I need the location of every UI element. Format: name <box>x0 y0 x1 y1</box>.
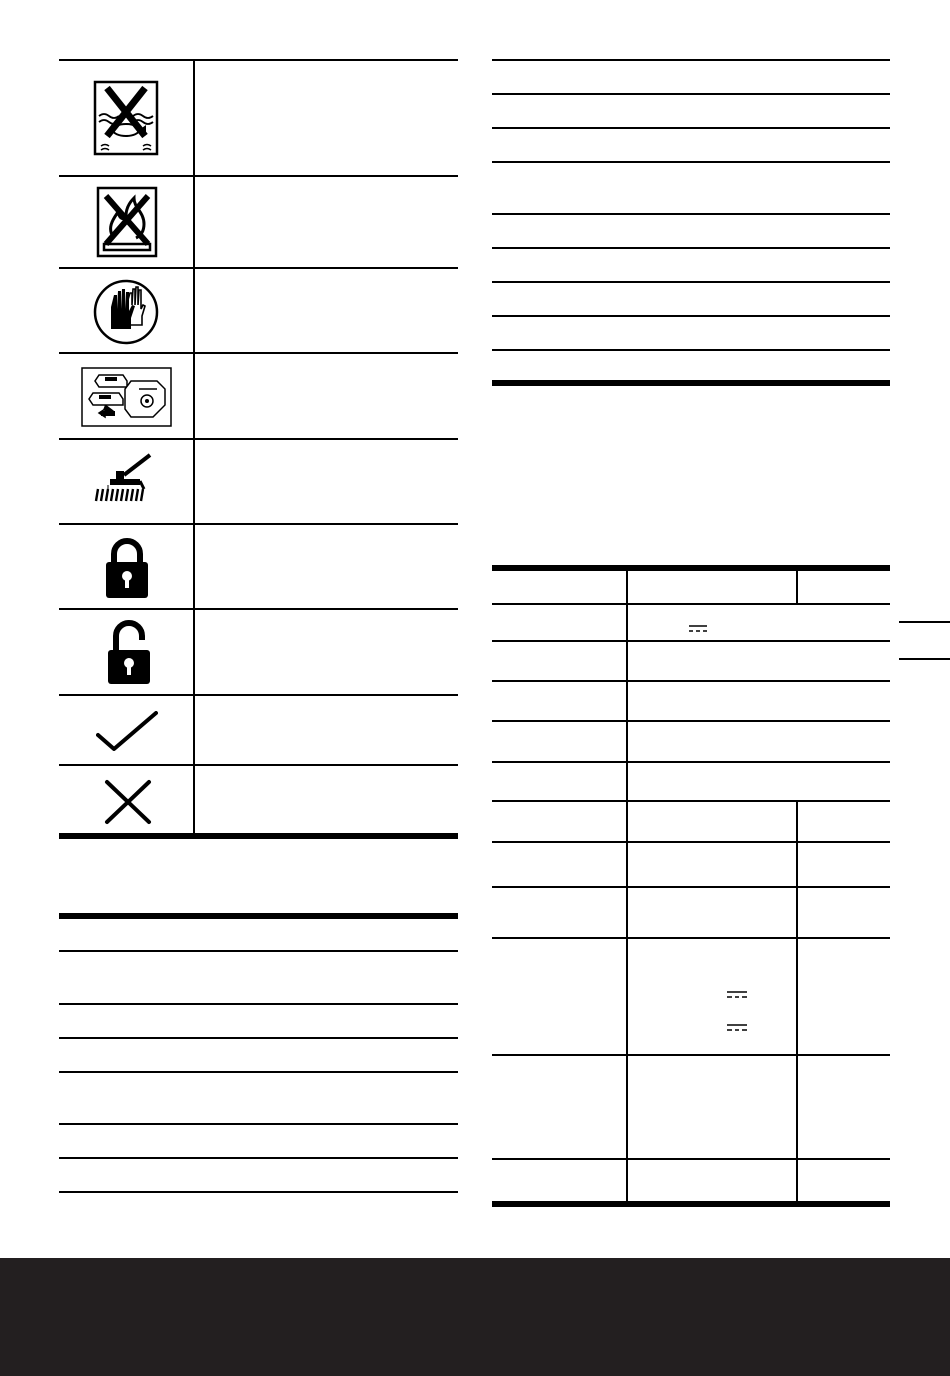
table-rule <box>59 352 458 354</box>
do-not-burn-icon <box>96 186 158 258</box>
table-rule <box>59 175 458 177</box>
do-not-throw-into-water-icon <box>93 80 159 156</box>
list-rule <box>59 950 458 952</box>
list-rule <box>59 1191 458 1193</box>
checkmark-icon <box>96 711 158 751</box>
direct-current-icon <box>726 987 748 997</box>
direct-current-icon <box>726 1020 748 1030</box>
list-rule <box>492 59 890 61</box>
list-rule <box>492 349 890 351</box>
table-column-divider <box>193 59 195 835</box>
unlocked-padlock-icon <box>106 620 152 686</box>
side-tab-rule <box>899 621 950 623</box>
table-column-divider <box>626 567 628 1203</box>
table-rule <box>59 59 458 61</box>
table-rule <box>492 1158 890 1160</box>
table-rule <box>492 680 890 682</box>
table-rule <box>492 603 890 605</box>
direct-current-icon <box>688 621 708 631</box>
list-rule <box>492 315 890 317</box>
ground-level-tool-icon <box>94 453 158 505</box>
table-rule <box>59 438 458 440</box>
table-rule <box>59 608 458 610</box>
table-rule <box>59 694 458 696</box>
list-rule <box>492 93 890 95</box>
list-rule <box>59 1003 458 1005</box>
table-column-divider <box>796 567 798 604</box>
list-rule <box>59 1157 458 1159</box>
list-rule <box>59 1123 458 1125</box>
table-column-divider <box>796 801 798 1203</box>
list-rule <box>492 281 890 283</box>
wear-gloves-icon <box>93 279 159 345</box>
table-rule <box>492 1054 890 1056</box>
list-rule <box>492 247 890 249</box>
table-rule <box>59 267 458 269</box>
footer-bar <box>0 1258 950 1376</box>
list-rule <box>492 161 890 163</box>
list-top-rule <box>59 913 458 919</box>
table-rule <box>492 937 890 939</box>
table-top-rule <box>492 565 890 571</box>
side-tab-rule <box>899 658 950 660</box>
table-rule <box>59 523 458 525</box>
locked-padlock-icon <box>104 536 150 600</box>
table-rule <box>492 800 890 802</box>
list-rule <box>59 1037 458 1039</box>
table-rule <box>492 720 890 722</box>
table-rule <box>59 764 458 766</box>
table-rule <box>492 761 890 763</box>
table-bottom-rule <box>59 833 458 839</box>
table-rule <box>492 841 890 843</box>
table-rule <box>492 886 890 888</box>
battery-insert-remove-icon <box>81 367 172 427</box>
list-rule <box>492 127 890 129</box>
list-bottom-rule <box>492 380 890 386</box>
list-rule <box>492 213 890 215</box>
table-bottom-rule <box>492 1201 890 1207</box>
cross-icon <box>104 779 152 825</box>
table-rule <box>492 640 890 642</box>
list-rule <box>59 1071 458 1073</box>
